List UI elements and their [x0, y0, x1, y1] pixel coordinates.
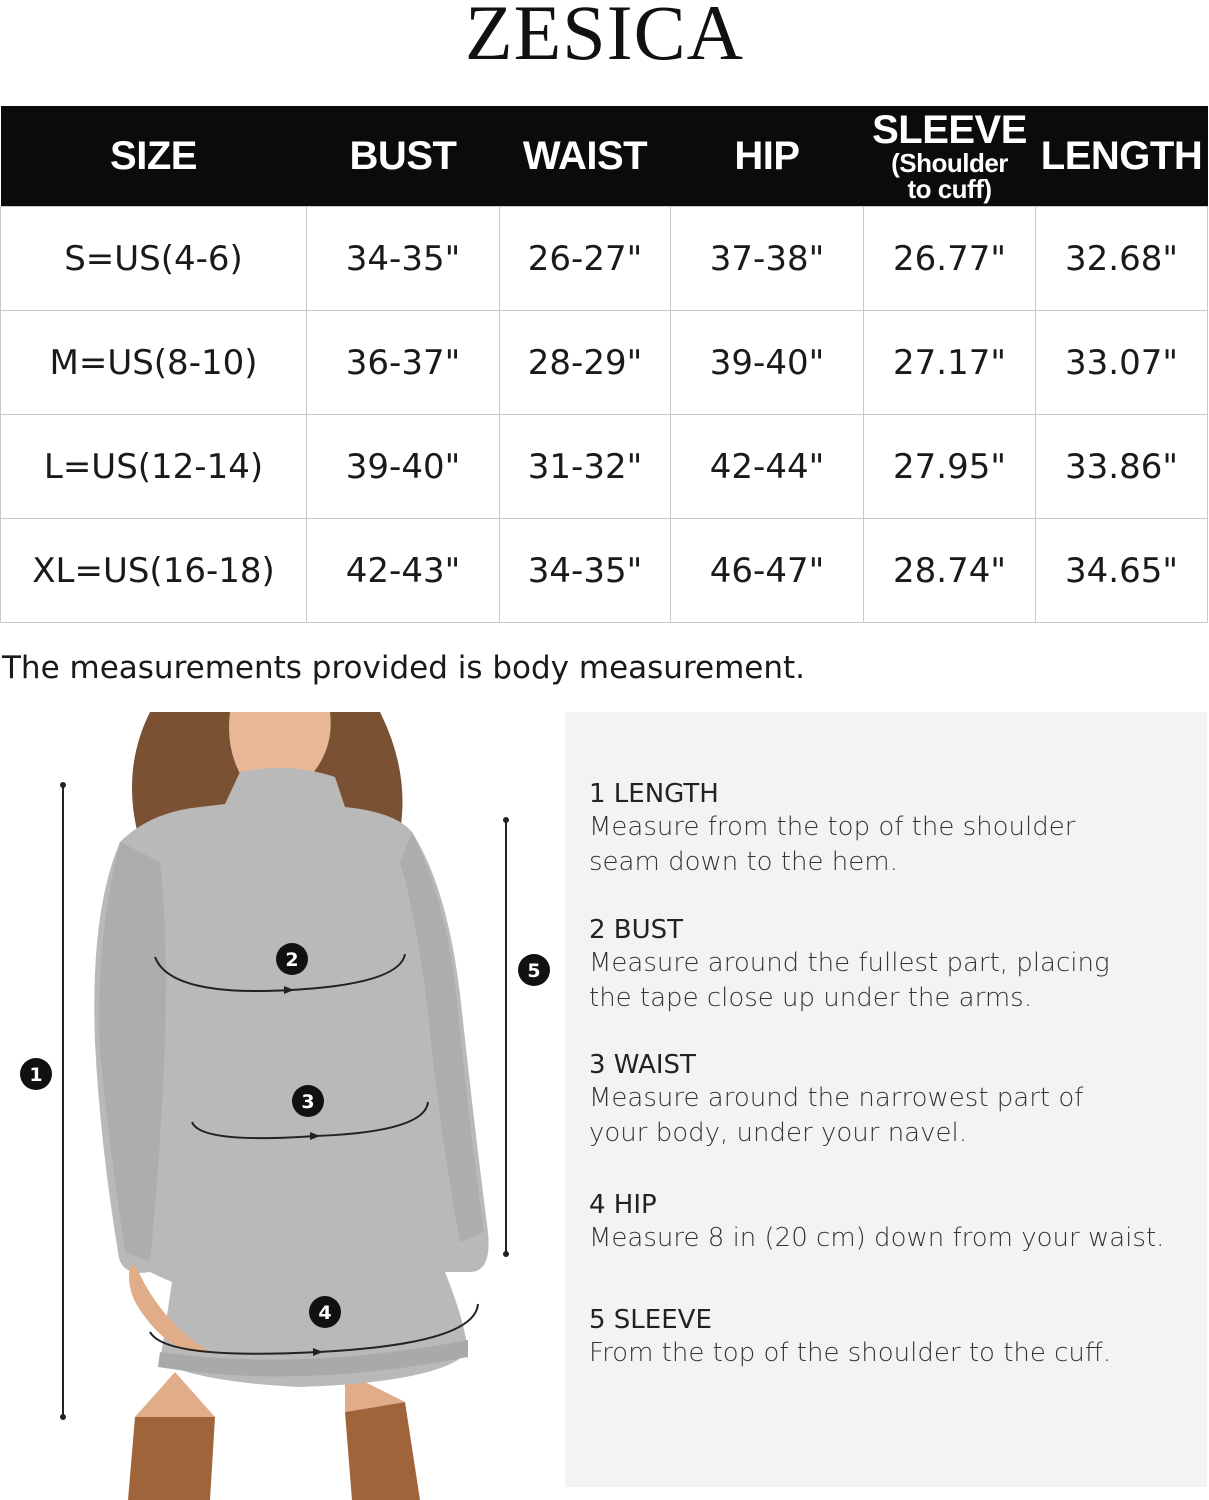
cell-hip: 37-38" — [671, 207, 864, 311]
table-row — [1, 311, 1208, 415]
marker-4-label: 4 — [318, 1302, 332, 1324]
table-row — [1, 519, 1208, 623]
cell-waist: 31-32" — [500, 415, 671, 519]
header-sleeve-label: SLEEVE — [872, 108, 1027, 152]
brand-logo: ZESICA — [465, 0, 744, 76]
dress-illustration — [0, 712, 565, 1500]
cell-length: 34.65" — [1036, 519, 1208, 623]
cell-size: L=US(12-14) — [1, 415, 307, 519]
guide-hip-desc-1: Measure 8 in (20 cm) down from your waist. — [589, 1223, 1165, 1253]
cell-sleeve: 27.95" — [864, 415, 1036, 519]
cell-bust: 34-35" — [307, 207, 500, 311]
guide-sleeve-desc-1: From the top of the shoulder to the cuff. — [589, 1338, 1112, 1368]
cell-bust: 39-40" — [307, 415, 500, 519]
guide-length-desc-1: Measure from the top of the shoulder — [589, 812, 1076, 842]
left-boot-shape — [128, 1417, 215, 1500]
cell-sleeve: 27.17" — [864, 311, 1036, 415]
header-sleeve-sub-2: to cuff) — [907, 174, 992, 204]
header-waist: WAIST — [500, 106, 671, 207]
marker-2-badge — [276, 943, 308, 975]
table-row — [1, 207, 1208, 311]
measurement-note: The measurements provided is body measurement. — [2, 650, 806, 686]
header-bust: BUST — [307, 106, 500, 207]
cell-length: 33.86" — [1036, 415, 1208, 519]
guide-bust — [589, 914, 1199, 1016]
guide-length-desc-2: seam down to the hem. — [589, 847, 898, 877]
cell-size: M=US(8-10) — [1, 311, 307, 415]
cell-bust: 36-37" — [307, 311, 500, 415]
marker-5-label: 5 — [527, 960, 541, 982]
header-length: LENGTH — [1036, 106, 1208, 207]
guide-sleeve — [589, 1304, 1199, 1371]
guide-waist-desc-1: Measure around the narrowest part of — [589, 1083, 1084, 1113]
marker-4-badge — [309, 1296, 341, 1328]
guide-bust-desc-1: Measure around the fullest part, placing — [589, 948, 1110, 978]
cell-sleeve: 26.77" — [864, 207, 1036, 311]
header-sleeve — [864, 106, 1036, 207]
marker-1-badge — [20, 1058, 52, 1090]
cell-waist: 34-35" — [500, 519, 671, 623]
marker-3-label: 3 — [301, 1091, 315, 1113]
marker-2-label: 2 — [285, 949, 299, 971]
header-sleeve-sub-1: (Shoulder — [891, 148, 1008, 178]
header-hip: HIP — [671, 106, 864, 207]
cell-hip: 46-47" — [671, 519, 864, 623]
guide-bust-desc-2: the tape close up under the arms. — [589, 983, 1032, 1013]
guide-waist — [589, 1049, 1199, 1151]
marker-5-badge — [518, 954, 550, 986]
cell-sleeve: 28.74" — [864, 519, 1036, 623]
table-header-row — [1, 106, 1208, 207]
guide-waist-desc-2: your body, under your navel. — [589, 1118, 967, 1148]
measurement-guide-panel — [565, 712, 1207, 1487]
marker-1-label: 1 — [29, 1064, 43, 1086]
cell-waist: 28-29" — [500, 311, 671, 415]
header-size: SIZE — [1, 106, 307, 207]
guide-hip-title: 4 HIP — [589, 1190, 657, 1220]
cell-hip: 42-44" — [671, 415, 864, 519]
cell-size: XL=US(16-18) — [1, 519, 307, 623]
guide-length — [589, 778, 1199, 880]
cell-size: S=US(4-6) — [1, 207, 307, 311]
guide-waist-title: 3 WAIST — [589, 1050, 696, 1080]
guide-bust-title: 2 BUST — [589, 915, 684, 945]
cell-length: 32.68" — [1036, 207, 1208, 311]
guide-length-title: 1 LENGTH — [589, 779, 719, 809]
right-boot-shape — [345, 1402, 420, 1500]
cell-bust: 42-43" — [307, 519, 500, 623]
cell-waist: 26-27" — [500, 207, 671, 311]
size-chart-table — [0, 106, 1208, 623]
guide-hip — [589, 1189, 1199, 1256]
cell-length: 33.07" — [1036, 311, 1208, 415]
guide-sleeve-title: 5 SLEEVE — [589, 1305, 712, 1335]
cell-hip: 39-40" — [671, 311, 864, 415]
marker-3-badge — [292, 1085, 324, 1117]
table-row — [1, 415, 1208, 519]
